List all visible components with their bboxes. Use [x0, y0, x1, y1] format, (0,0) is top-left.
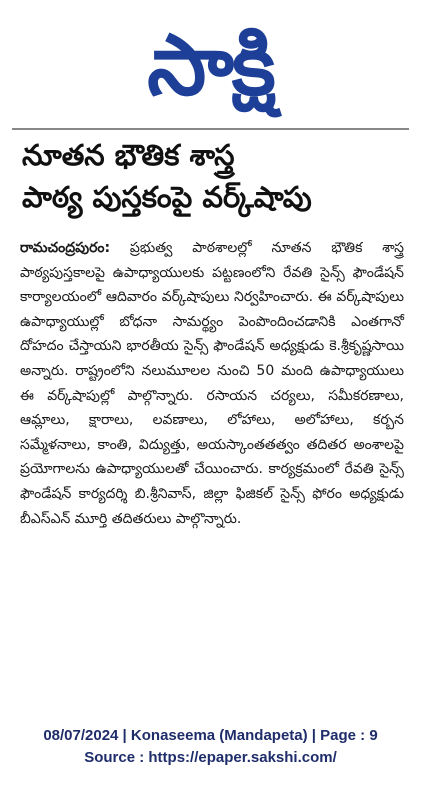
sakshi-logo [0, 10, 421, 120]
headline-line-1: నూతన భౌతిక శాస్త్ర [22, 138, 235, 172]
headline-line-2: పాఠ్య పుస్తకంపై వర్క్‌షాపు [22, 180, 312, 214]
article-text: ప్రభుత్వ పాఠశాలల్లో నూతన భౌతిక శాస్త్ర పాఠ్యపుస్తకాలపై ఉపాధ్యాయులకు పట్టణంలోని రేవతి సైన్స్ ఫౌండేషన్ కార్యాలయంలో ఆదివారం వర్క్‌షాపులు నిర్వహించారు. ఈ వర్క్‌షాపులు ఉపాధ్యాయుల్లో బోధనా సామర్థ్యం పెంపొందించడానికి ఎంతగానో దోహదం చేస్తాయని భారతీయ సైన్స్ ఫౌండేషన్ అధ్యక్షుడు కె.శ్రీకృష్ణసాయి అన్నారు. రాష్ట్రంలోని నలుమూలల నుంచి 50 మంది ఉపాధ్యాయులు ఈ వర్క్‌షాపుల్లో పాల్గొన్నారు. రసాయన చర్యలు, సమీకరణాలు, ఆమ్లాలు, క్షారాలు, లవణాలు, లోహాలు, అలోహాలు, కర్బన సమ్మేళనాలు, కాంతి, విద్యుత్తు, అయస్కాంతతత్వం తదితర అంశాలపై ప్రయోగాలను ఉపాధ్యాయులతో చేయించారు. కార్యక్రమంలో రేవతి సైన్స్ ఫౌండేషన్ కార్యదర్శి బి.శ్రీనివాస్, జిల్లా ఫిజికల్ సైన్స్ ఫోరం అధ్యక్షుడు బీఎస్ఎన్ మూర్తి తదితరులు పాల్గొన్నారు. [20, 240, 404, 527]
article-dateline: రామచంద్రపురం: [20, 240, 111, 256]
footer-date-edition-page: 08/07/2024 | Konaseema (Mandapeta) | Page : 9 [43, 727, 378, 744]
article-body [20, 236, 404, 676]
top-divider [12, 128, 409, 130]
footer-source: Source : https://epaper.sakshi.com/ [84, 749, 337, 766]
logo-text: సాక్షి [147, 16, 274, 114]
